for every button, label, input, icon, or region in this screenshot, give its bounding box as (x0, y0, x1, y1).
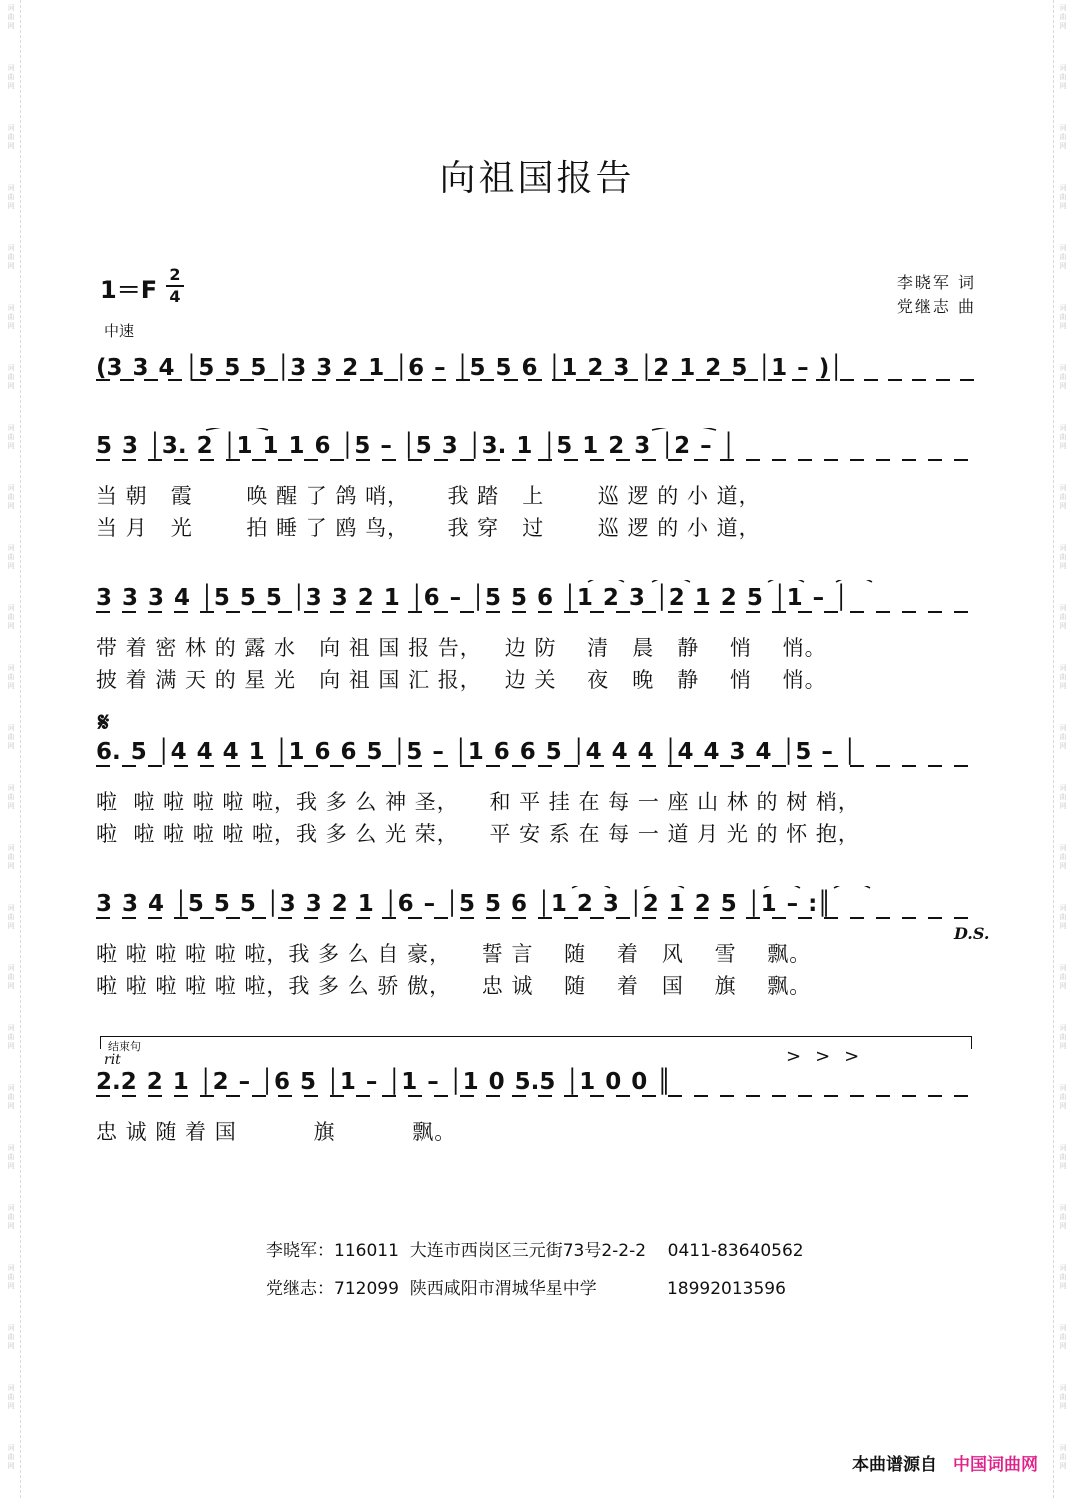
lyrics-chorus-2-line-2: 啦 啦 啦 啦 啦 啦，我 多 么 骄 傲， 忠 诚 随 着 国 旗 飘。 (96, 974, 812, 998)
source-label: 本曲谱源自 (852, 1455, 937, 1475)
right-watermark-strip (1053, 0, 1072, 1498)
lyrics-chorus-1-line-2: 啦 啦 啦 啦 啦 啦，我 多 么 光 荣， 平 安 系 在 每 一 道 月 光 的 怀 抱， (96, 822, 860, 846)
watermark-text: 词 曲 网 (1059, 184, 1067, 210)
watermark-text: 词 曲 网 (1059, 1444, 1067, 1470)
watermark-text: 词 曲 网 (7, 724, 15, 750)
watermark-text: 词 曲 网 (1059, 1384, 1067, 1410)
watermark-text: 词 曲 网 (1059, 1204, 1067, 1230)
watermark-text: 词 曲 网 (1059, 364, 1067, 390)
rit-marking: rit (104, 1052, 121, 1068)
brand-link[interactable]: 中国词曲网 (953, 1455, 1038, 1475)
watermark-text: 词 曲 网 (7, 484, 15, 510)
watermark-text: 词 曲 网 (1059, 244, 1067, 270)
watermark-text: 词 曲 网 (1059, 904, 1067, 930)
contact-composer: 党继志：712099 陕西咸阳市渭城华星中学 18992013596 (266, 1279, 786, 1299)
watermark-text: 词 曲 网 (7, 184, 15, 210)
lyricist-credit: 李晓军 词 (896, 273, 976, 292)
watermark-text: 词 曲 网 (7, 424, 15, 450)
notation-row-chorus-2: 3 3 4 │5 5 5 │3 3 2 1 │6 – │5 5 6 │1 2 3 │2 1 2 5 │1 – :║ (96, 886, 980, 926)
watermark-text: 词 曲 网 (7, 1204, 15, 1230)
watermark-text: 词 曲 网 (7, 1444, 15, 1470)
watermark-text: 词 曲 网 (1059, 4, 1067, 30)
lyrics-chorus-1-line-1: 啦 啦 啦 啦 啦 啦，我 多 么 神 圣， 和 平 挂 在 每 一 座 山 林 的 树 梢， (96, 790, 860, 814)
watermark-text: 词 曲 网 (1059, 964, 1067, 990)
tempo-marking: 中速 (104, 322, 135, 340)
watermark-text: 词 曲 网 (7, 604, 15, 630)
watermark-text: 词 曲 网 (7, 244, 15, 270)
accent-marks: >>> (786, 1046, 874, 1067)
watermark-text: 词 曲 网 (1059, 604, 1067, 630)
watermark-text: 词 曲 网 (1059, 1324, 1067, 1350)
watermark-text: 词 曲 网 (7, 1084, 15, 1110)
watermark-text: 词 曲 网 (7, 364, 15, 390)
notation-row-verse-1: 5 3 │3. 2 │1 1 1 6 │5 – │5 3 │3. 1 │5 1 2 3 │2 – │ (96, 428, 980, 468)
watermark-text: 词 曲 网 (7, 1264, 15, 1290)
watermark-text: 词 曲 网 (1059, 64, 1067, 90)
watermark-text: 词 曲 网 (7, 1024, 15, 1050)
watermark-text: 词 曲 网 (7, 1384, 15, 1410)
watermark-text: 词 曲 网 (7, 544, 15, 570)
watermark-text: 词 曲 网 (1059, 544, 1067, 570)
time-signature: 2 4 (166, 266, 184, 306)
watermark-text: 词 曲 网 (1059, 1144, 1067, 1170)
watermark-text: 词 曲 网 (7, 784, 15, 810)
watermark-text: 词 曲 网 (7, 664, 15, 690)
watermark-text: 词 曲 网 (1059, 724, 1067, 750)
lyrics-chorus-2-line-1: 啦 啦 啦 啦 啦 啦，我 多 么 自 豪， 誓 言 随 着 风 雪 飘。 (96, 942, 812, 966)
watermark-text: 词 曲 网 (7, 64, 15, 90)
song-title: 向祖国报告 (439, 158, 635, 199)
watermark-text: 词 曲 网 (1059, 484, 1067, 510)
notation-row-verse-2: 3 3 3 4 │5 5 5 │3 3 2 1 │6 – │5 5 6 │1 2 3 │2 1 2 5 │1 – │ (96, 580, 980, 620)
lyrics-coda: 忠 诚 随 着 国 旗 飘。 (96, 1120, 457, 1144)
watermark-text: 词 曲 网 (7, 964, 15, 990)
watermark-text: 词 曲 网 (1059, 844, 1067, 870)
notation-row-coda: 2.2 2 1 │2 – │6 5 │1 – │1 – │1 0 5.5 │1 0 0 ║ (96, 1064, 980, 1104)
source-footer (852, 1450, 1038, 1475)
watermark-text: 词 曲 网 (1059, 124, 1067, 150)
watermark-text: 词 曲 网 (7, 844, 15, 870)
left-watermark-strip (2, 0, 21, 1498)
watermark-text: 词 曲 网 (1059, 784, 1067, 810)
watermark-text: 词 曲 网 (1059, 1084, 1067, 1110)
ending-label: 结束句 (108, 1040, 141, 1053)
watermark-text: 词 曲 网 (7, 1144, 15, 1170)
notation-row-chorus-1: 6. 5 │4 4 4 1 │1 6 6 5 │5 – │1 6 6 5 │4 4 4 │4 4 3 4 │5 – │ (96, 734, 980, 774)
watermark-text: 词 曲 网 (7, 124, 15, 150)
lyrics-verse-1-line-2: 当 月 光 拍 睡 了 鸥 鸟， 我 穿 过 巡 逻 的 小 道， (96, 516, 761, 540)
watermark-text: 词 曲 网 (7, 4, 15, 30)
lyrics-verse-1-line-1: 当 朝 霞 唤 醒 了 鸽 哨， 我 踏 上 巡 逻 的 小 道， (96, 484, 761, 508)
watermark-text: 词 曲 网 (7, 304, 15, 330)
watermark-text: 词 曲 网 (1059, 304, 1067, 330)
segno-sign: 𝄋 (98, 708, 110, 738)
watermark-text: 词 曲 网 (1059, 664, 1067, 690)
watermark-text: 词 曲 网 (1059, 1024, 1067, 1050)
lyrics-verse-2-line-1: 带 着 密 林 的 露 水 向 祖 国 报 告， 边 防 清 晨 静 悄 悄。 (96, 636, 827, 660)
contact-lyricist: 李晓军：116011 大连市西岗区三元街73号2-2-2 0411-83640562 (266, 1241, 804, 1261)
lyrics-verse-2-line-2: 披 着 满 天 的 星 光 向 祖 国 汇 报， 边 关 夜 晚 静 悄 悄。 (96, 668, 827, 692)
key-signature: 1＝F (100, 276, 158, 304)
dal-segno-marking: D.S. (954, 924, 990, 943)
watermark-text: 词 曲 网 (7, 1324, 15, 1350)
composer-credit: 党继志 曲 (896, 297, 976, 316)
watermark-text: 词 曲 网 (1059, 1264, 1067, 1290)
notation-row-intro: (3 3 4 │5 5 5 │3 3 2 1 │6 – │5 5 6 │1 2 3 │2 1 2 5 │1 – )│ (96, 350, 980, 390)
watermark-text: 词 曲 网 (1059, 424, 1067, 450)
watermark-text: 词 曲 网 (7, 904, 15, 930)
